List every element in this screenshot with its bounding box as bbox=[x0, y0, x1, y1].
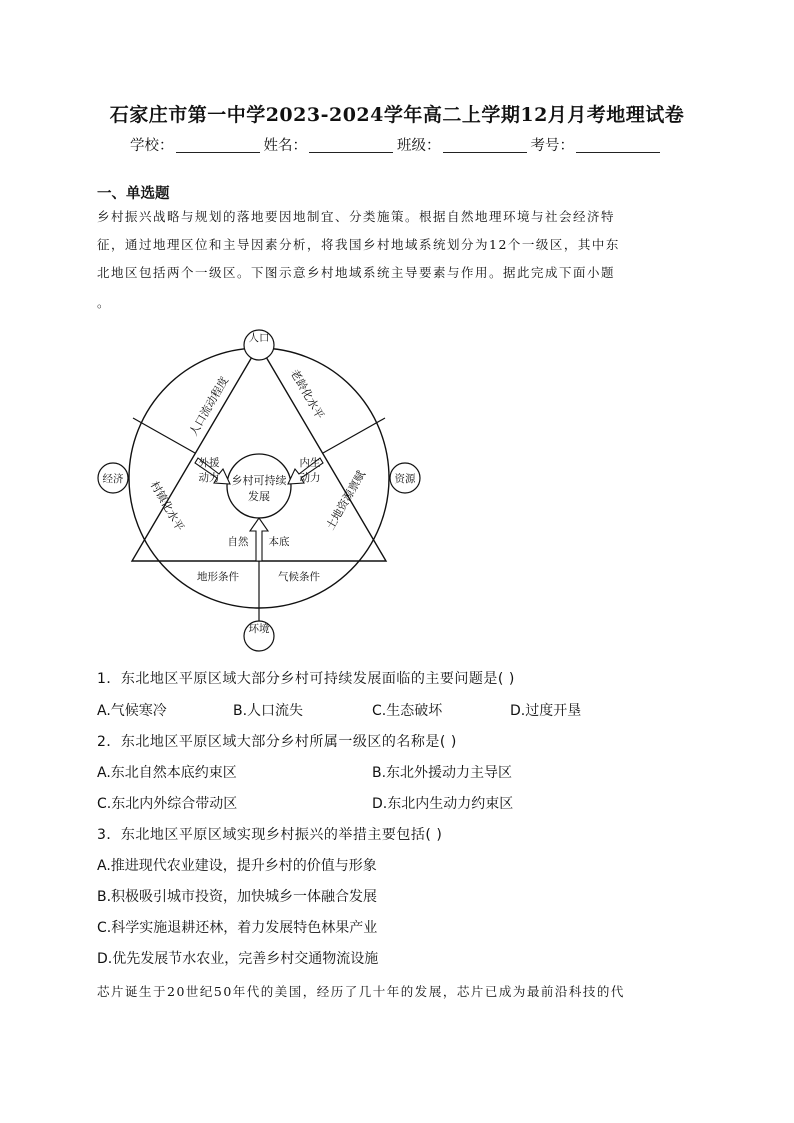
divider-left bbox=[133, 418, 195, 453]
option[interactable]: C.生态破坏 bbox=[372, 703, 443, 719]
passage-line: 芯片诞生于20世纪50年代的美国，经历了几十年的发展，芯片已成为最前沿科技的代 bbox=[97, 984, 625, 999]
passage-line: 征，通过地理区位和主导因素分析，将我国乡村地域系统划分为12个一级区，其中东 bbox=[97, 237, 620, 252]
option[interactable]: A.气候寒冷 bbox=[97, 703, 167, 719]
name-blank[interactable] bbox=[309, 138, 393, 153]
option[interactable]: A.推进现代农业建设，提升乡村的价值与形象 bbox=[97, 858, 377, 874]
arrow-bottom bbox=[250, 518, 268, 561]
option[interactable]: C.东北内外综合带动区 bbox=[97, 796, 238, 812]
node-economy-label: 经济 bbox=[102, 473, 124, 485]
label-village-urbanization: 村镇化水平 bbox=[147, 479, 187, 534]
class-blank[interactable] bbox=[443, 138, 527, 153]
passage-line: 。 bbox=[97, 295, 112, 310]
label-terrain: 地形条件 bbox=[197, 571, 239, 583]
option[interactable]: B.积极吸引城市投资，加快城乡一体融合发展 bbox=[97, 889, 378, 905]
passage-line: 乡村振兴战略与规划的落地要因地制宜、分类施策。根据自然地理环境与社会经济特 bbox=[97, 209, 616, 224]
center-label: 发展 bbox=[248, 490, 270, 503]
rural-system-diagram bbox=[94, 326, 424, 656]
passage-line: 北地区包括两个一级区。下图示意乡村地域系统主导要素与作用。据此完成下面小题 bbox=[97, 265, 616, 280]
option[interactable]: A.东北自然本底约束区 bbox=[97, 765, 237, 781]
option[interactable]: C.科学实施退耕还林，着力发展特色林果产业 bbox=[97, 920, 378, 936]
school-label: 学校： bbox=[130, 138, 174, 154]
center-label: 乡村可持续 bbox=[231, 474, 287, 487]
name-label: 姓名： bbox=[263, 138, 307, 154]
question-stem: 3．东北地区平原区域实现乡村振兴的举措主要包括( ) bbox=[97, 827, 443, 843]
exam-no-blank[interactable] bbox=[576, 138, 660, 153]
node-population-label: 人口 bbox=[248, 332, 270, 344]
option[interactable]: D.东北内生动力约束区 bbox=[372, 796, 514, 812]
section-title: 一、单选题 bbox=[97, 186, 170, 202]
node-environment-label: 环境 bbox=[248, 623, 270, 635]
school-blank[interactable] bbox=[176, 138, 260, 153]
label-climate: 气候条件 bbox=[278, 571, 320, 583]
question-stem: 2．东北地区平原区域大部分乡村所属一级区的名称是( ) bbox=[97, 734, 457, 750]
option[interactable]: B.人口流失 bbox=[233, 703, 304, 719]
exam-title: 石家庄市第一中学2023-2024学年高二上学期12月月考地理试卷 bbox=[109, 104, 685, 126]
label-external-1: 外援 bbox=[198, 457, 220, 469]
label-internal-2: 动力 bbox=[299, 472, 321, 484]
option[interactable]: D.优先发展节水农业，完善乡村交通物流设施 bbox=[97, 951, 379, 967]
label-population-flow: 人口流动程度 bbox=[186, 374, 232, 439]
label-land-resources: 土地资源禀赋 bbox=[323, 468, 369, 533]
label-internal-1: 内生 bbox=[299, 457, 321, 469]
option[interactable]: D.过度开垦 bbox=[510, 703, 582, 719]
class-label: 班级： bbox=[397, 138, 441, 154]
label-external-2: 动力 bbox=[198, 472, 220, 484]
label-aging-level: 老龄化水平 bbox=[287, 367, 327, 422]
option[interactable]: B.东北外援动力主导区 bbox=[372, 765, 513, 781]
exam-no-label: 考号： bbox=[530, 138, 574, 154]
label-background: 本底 bbox=[268, 536, 290, 548]
question-stem: 1．东北地区平原区域大部分乡村可持续发展面临的主要问题是( ) bbox=[97, 671, 515, 687]
divider-right bbox=[323, 418, 385, 453]
node-resources-label: 资源 bbox=[394, 473, 416, 485]
label-natural: 自然 bbox=[227, 536, 249, 548]
student-info-row bbox=[0, 134, 794, 155]
